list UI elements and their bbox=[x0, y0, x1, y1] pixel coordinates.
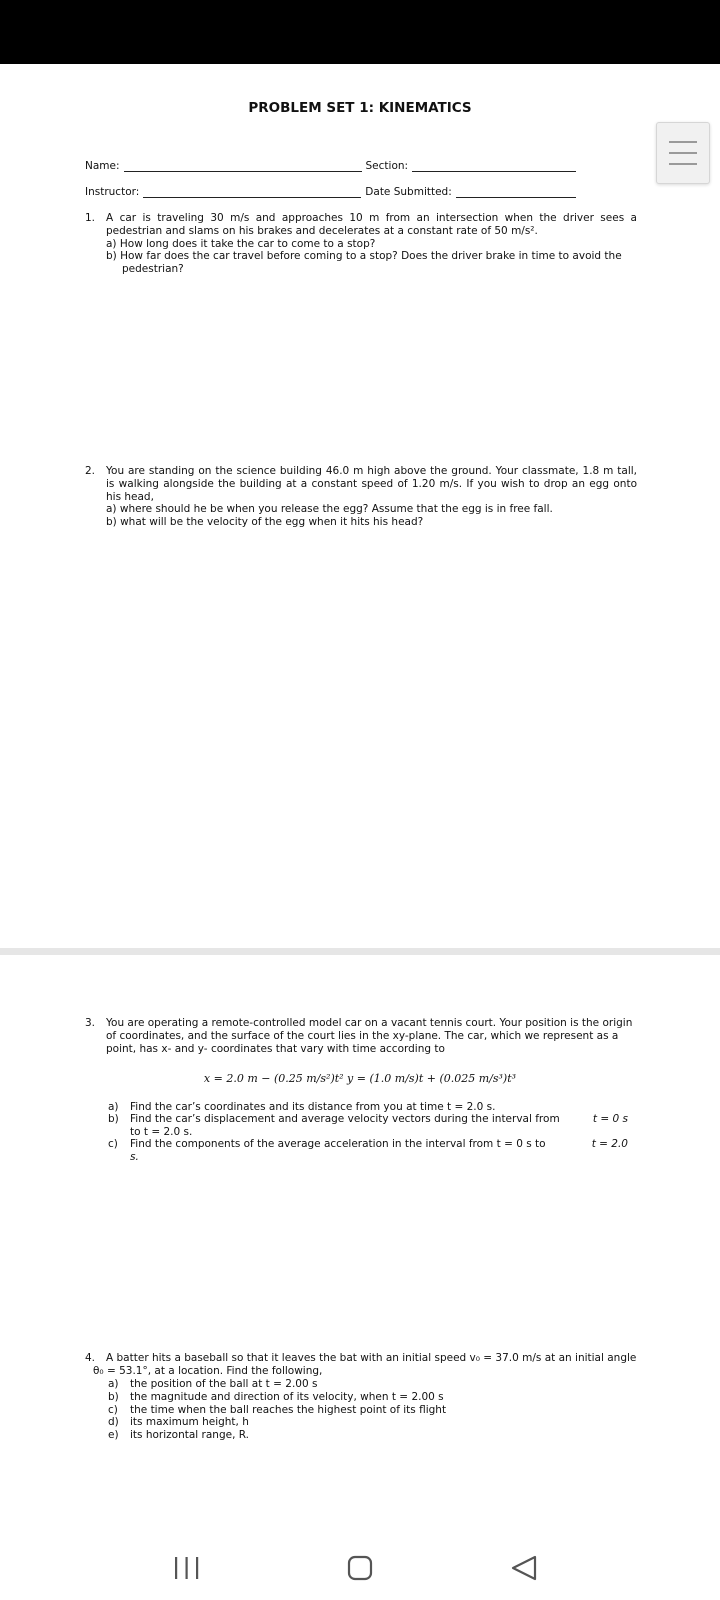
interval-start: t = 0 s bbox=[592, 1113, 628, 1126]
sub-question-a: a) where should he be when you release the egg? Assume that the egg is in free fall. bbox=[106, 503, 553, 516]
back-button[interactable] bbox=[505, 1553, 545, 1583]
sub-text: the position of the ball at t = 2.00 s bbox=[130, 1378, 318, 1390]
sub-question-d bbox=[108, 1416, 628, 1429]
sub-label: c) bbox=[108, 1403, 118, 1416]
sub-text: its maximum height, h bbox=[130, 1416, 249, 1429]
document-page-2 bbox=[0, 955, 720, 1535]
menu-line bbox=[669, 163, 697, 165]
date-line[interactable] bbox=[456, 186, 576, 198]
sub-label: a) bbox=[108, 1101, 119, 1113]
back-icon bbox=[505, 1553, 545, 1583]
document-page-1 bbox=[0, 64, 720, 948]
name-section-row bbox=[85, 160, 580, 172]
instructor-label: Instructor: bbox=[85, 186, 140, 198]
question-text: You are operating a remote-controlled model car on a vacant tennis court. Your position is the origin of coordinates, and the surface of the court lies in the xy-plane. The car, which we represent as a point, has x- and y- coordinates that vary with time according to bbox=[106, 1017, 633, 1055]
position-equations: x = 2.0 m − (0.25 m/s²)t² y = (1.0 m/s)t + (0.025 m/s³)t³ bbox=[203, 1072, 517, 1085]
sub-question-b-cont: pedestrian? bbox=[122, 263, 184, 276]
instructor-date-row bbox=[85, 186, 580, 198]
question-text: A car is traveling 30 m/s and approaches 10 m from an intersection when the driver sees a pedestrian and slams on his brakes and decelerates at a constant rate of 50 m/s². bbox=[106, 212, 637, 237]
sub-question-b bbox=[108, 1113, 628, 1138]
question-number: 2. bbox=[85, 465, 96, 477]
question-2 bbox=[85, 465, 637, 529]
question-text-cont: θ₀ = 53.1°, at a location. Find the following, bbox=[93, 1364, 323, 1377]
sub-question-b: b) what will be the velocity of the egg when it hits his head? bbox=[106, 516, 424, 529]
question-number: 3. bbox=[85, 1017, 96, 1029]
sub-text-cont: to t = 2.0 s. bbox=[130, 1125, 193, 1138]
sub-question-b: b) How far does the car travel before coming to a stop? Does the driver brake in time to avoid the bbox=[106, 250, 622, 263]
interval-end: t = 2.0 bbox=[591, 1138, 628, 1151]
section-label: Section: bbox=[365, 160, 409, 172]
sub-question-b bbox=[108, 1391, 628, 1404]
sub-question-c bbox=[108, 1404, 628, 1417]
status-bar bbox=[0, 0, 720, 64]
question-4-subitems bbox=[108, 1378, 628, 1442]
sub-label: b) bbox=[108, 1390, 119, 1403]
sub-text: its horizontal range, R. bbox=[130, 1429, 250, 1442]
sub-label: c) bbox=[108, 1138, 118, 1151]
menu-line bbox=[669, 152, 697, 154]
sub-text: Find the car’s coordinates and its distance from you at time t = 2.0 s. bbox=[130, 1101, 496, 1113]
sub-label: b) bbox=[108, 1113, 119, 1126]
sub-text-cont: s. bbox=[130, 1150, 139, 1163]
section-line[interactable] bbox=[412, 160, 576, 172]
home-icon bbox=[340, 1553, 380, 1583]
home-button[interactable] bbox=[340, 1553, 380, 1583]
question-text: A batter hits a baseball so that it leaves the bat with an initial speed v₀ = 37.0 m/s at an initial angle bbox=[106, 1352, 637, 1364]
question-3-subitems bbox=[108, 1101, 628, 1163]
question-number: 1. bbox=[85, 212, 96, 224]
recents-button[interactable] bbox=[167, 1553, 207, 1583]
sub-text: Find the car’s displacement and average velocity vectors during the interval from bbox=[130, 1113, 560, 1126]
sub-question-c bbox=[108, 1138, 628, 1163]
question-number: 4. bbox=[85, 1352, 96, 1364]
page-separator bbox=[0, 948, 720, 955]
name-label: Name: bbox=[85, 160, 120, 172]
sub-question-a bbox=[108, 1378, 628, 1391]
sub-question-e bbox=[108, 1429, 628, 1442]
navigation-bar bbox=[0, 1535, 720, 1600]
menu-lines-icon bbox=[669, 141, 697, 143]
name-line[interactable] bbox=[124, 160, 362, 172]
sub-text: Find the components of the average acceleration in the interval from t = 0 s to bbox=[130, 1138, 546, 1151]
date-label: Date Submitted: bbox=[365, 186, 452, 198]
sub-text: the magnitude and direction of its velocity, when t = 2.00 s bbox=[130, 1390, 444, 1403]
recents-icon bbox=[167, 1553, 207, 1583]
sub-label: a) bbox=[108, 1378, 119, 1390]
menu-button[interactable] bbox=[656, 122, 710, 184]
sub-label: d) bbox=[108, 1416, 119, 1429]
sub-question-a: a) How long does it take the car to come to a stop? bbox=[106, 237, 376, 250]
question-3 bbox=[85, 1017, 637, 1055]
page-title: PROBLEM SET 1: KINEMATICS bbox=[248, 100, 472, 116]
sub-label: e) bbox=[108, 1429, 119, 1442]
question-text: You are standing on the science building 46.0 m high above the ground. Your classmate, 1.8 m tall, is walking alongside the building at a constant speed of 1.20 m/s. If you wish to drop an egg onto his head, bbox=[106, 465, 637, 503]
instructor-line[interactable] bbox=[143, 186, 361, 198]
question-1 bbox=[85, 212, 637, 276]
question-4 bbox=[85, 1352, 637, 1378]
sub-text: the time when the ball reaches the highest point of its flight bbox=[130, 1403, 447, 1416]
sub-question-a bbox=[108, 1101, 628, 1113]
